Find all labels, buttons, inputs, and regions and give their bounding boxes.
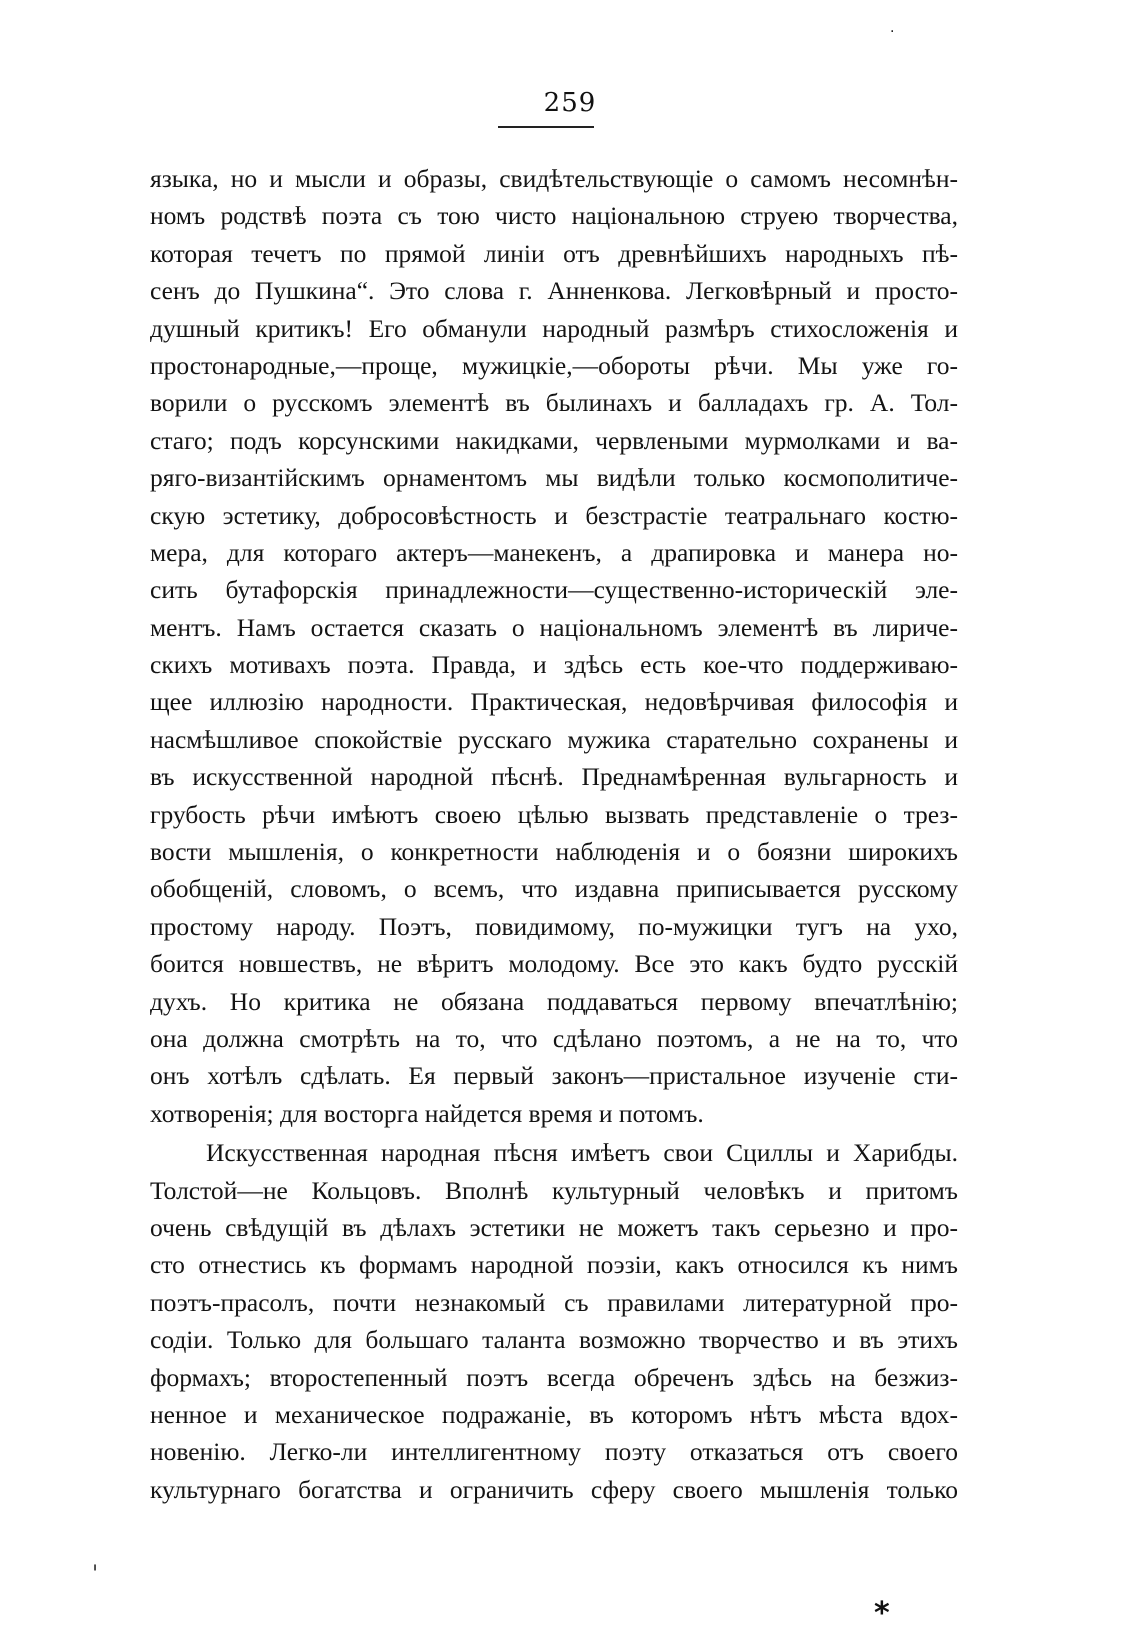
paragraph xyxy=(150,1134,958,1508)
text-line: поэтъ-прасолъ, почти незнакомый съ правилами литературной про- xyxy=(150,1287,958,1317)
text-line: душный критикъ! Его обманули народный размѣръ стихосложенія и xyxy=(150,313,958,343)
text-line: мера, для котораго актеръ—манекенъ, а драпировка и манера но- xyxy=(150,537,958,567)
text-line: стаго; подъ корсунскими накидками, червлеными мурмолками и ва- xyxy=(150,425,958,455)
body-text xyxy=(150,160,958,1508)
text-line: простонародные,—проще, мужицкіе,—обороты рѣчи. Мы уже го- xyxy=(150,350,958,380)
text-line: формахъ; второстепенный поэтъ всегда обреченъ здѣсь на безжиз- xyxy=(150,1362,958,1392)
text-line: скихъ мотивахъ поэта. Правда, и здѣсь есть кое-что поддерживаю- xyxy=(150,650,958,680)
scan-speck-left: ˌ xyxy=(92,1548,99,1573)
text-line: насмѣшливое спокойствіе русскаго мужика старательно сохранены и xyxy=(150,724,958,754)
page-number-rule xyxy=(498,126,594,128)
text-line: культурнаго богатства и ограничить сферу своего мышленія только xyxy=(150,1474,958,1504)
text-line: грубость рѣчи имѣютъ своею цѣлью вызвать представленіе о трез- xyxy=(150,799,958,829)
text-line: Искусственная народная пѣсня имѣетъ свои Сциллы и Харибды. xyxy=(206,1138,958,1168)
text-line: ненное и механическое подражаніе, въ которомъ нѣтъ мѣста вдох- xyxy=(150,1399,958,1429)
text-line: щее иллюзію народности. Практическая, недовѣрчивая философія и xyxy=(150,687,958,717)
text-line: въ искусственной народной пѣснѣ. Преднамѣренная вульгарность и xyxy=(150,762,958,792)
text-line: хотворенія; для восторга найдется время и потомъ. xyxy=(150,1098,704,1128)
text-line: ворили о русскомъ элементѣ въ былинахъ и балладахъ гр. А. Тол- xyxy=(150,388,958,418)
scan-speck-top: · xyxy=(890,24,895,40)
text-line: сенъ до Пушкина“. Это слова г. Анненкова. Легковѣрный и просто- xyxy=(150,276,958,306)
text-line: новенію. Легко-ли интеллигентному поэту отказаться отъ своего xyxy=(150,1437,958,1467)
text-line: Толстой—не Кольцовъ. Вполнѣ культурный человѣкъ и притомъ xyxy=(150,1175,958,1205)
text-line: номъ родствѣ поэта съ тою чисто національною струею творчества, xyxy=(150,201,958,231)
text-line: она должна смотрѣть на то, что сдѣлано поэтомъ, а не на то, что xyxy=(150,1023,958,1053)
text-line: языка, но и мысли и образы, свидѣтельствующіе о самомъ несомнѣн- xyxy=(150,164,958,193)
page-number: 259 xyxy=(543,88,597,118)
text-line: содіи. Только для большаго таланта возможно творчество и въ этихъ xyxy=(150,1325,958,1355)
text-line: онъ хотѣлъ сдѣлать. Ея первый законъ—пристальное изученіе сти- xyxy=(150,1061,958,1091)
text-line: сить бутафорскія принадлежности—существенно-историческій эле- xyxy=(150,575,958,605)
text-line: которая течетъ по прямой линіи отъ древнѣйшихъ народныхъ пѣ- xyxy=(150,238,958,268)
text-line: очень свѣдущій въ дѣлахъ эстетики не можетъ такъ серьезно и про- xyxy=(150,1212,958,1242)
text-line: духъ. Но критика не обязана поддаваться первому впечатлѣнію; xyxy=(150,986,958,1016)
text-line: сто отнестись къ формамъ народной поэзіи, какъ относился къ нимъ xyxy=(150,1250,958,1280)
paragraph xyxy=(150,160,958,1132)
text-line: вости мышленія, о конкретности наблюденія и о боязни широкихъ xyxy=(150,837,958,867)
signature-star-mark: * xyxy=(874,1596,890,1631)
text-line: скую эстетику, добросовѣстность и безстрастіе театральнаго костю- xyxy=(150,500,958,530)
text-line: боится новшествъ, не вѣритъ молодому. Все это какъ будто русскій xyxy=(150,949,958,979)
text-line: простому народу. Поэтъ, повидимому, по-мужицки тугъ на ухо, xyxy=(150,911,958,941)
text-line: ментъ. Намъ остается сказать о національномъ элементѣ въ лириче- xyxy=(150,612,958,642)
text-line: обобщеній, словомъ, о всемъ, что издавна приписывается русскому xyxy=(150,874,958,904)
text-line: ряго-византійскимъ орнаментомъ мы видѣли только космополитиче- xyxy=(150,463,958,493)
